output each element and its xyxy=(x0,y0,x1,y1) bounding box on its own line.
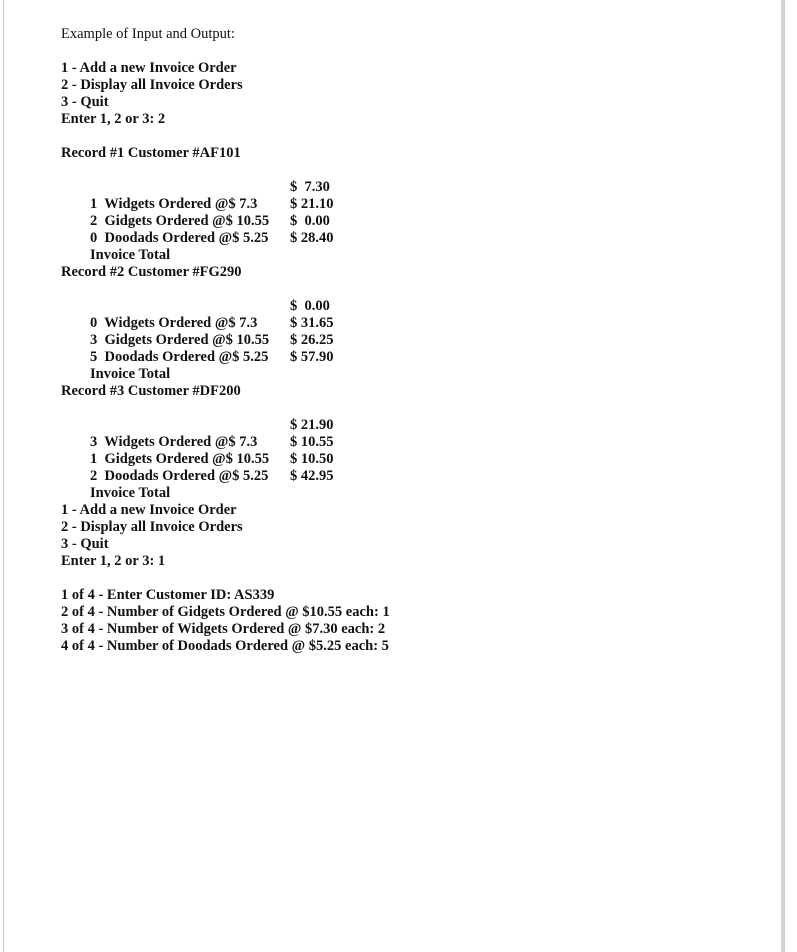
entry-step: 4 of 4 - Number of Doodads Ordered @ $5.25 each: 5 xyxy=(61,638,389,654)
invoice-total-amount: $ 28.40 xyxy=(290,230,334,246)
invoice-total-line xyxy=(61,230,761,263)
entry-step: 2 of 4 - Number of Gidgets Ordered @ $10.55 each: 1 xyxy=(61,604,390,620)
record-line-amount: $ 0.00 xyxy=(290,298,330,314)
entry-step: 1 of 4 - Enter Customer ID: AS339 xyxy=(61,587,275,603)
document-body xyxy=(61,26,761,655)
menu-block-second xyxy=(61,502,761,570)
record-line-label: 1 Gidgets Ordered @$ 10.55 xyxy=(90,451,270,467)
invoice-total-amount: $ 42.95 xyxy=(290,468,334,484)
menu-option-add: 1 - Add a new Invoice Order xyxy=(61,60,237,76)
record-line-label: 0 Widgets Ordered @$ 7.3 xyxy=(90,315,258,331)
record-block xyxy=(61,383,761,501)
record-line-label: 0 Doodads Ordered @$ 5.25 xyxy=(90,230,269,246)
invoice-total-label: Invoice Total xyxy=(90,366,171,382)
invoice-total-label: Invoice Total xyxy=(90,247,171,263)
record-heading: Record #3 Customer #DF200 xyxy=(61,383,241,399)
record-line-label: 3 Gidgets Ordered @$ 10.55 xyxy=(90,332,270,348)
record-heading: Record #2 Customer #FG290 xyxy=(61,264,242,280)
record-line-label: 3 Widgets Ordered @$ 7.3 xyxy=(90,434,258,450)
intro-heading: Example of Input and Output: xyxy=(61,26,235,42)
menu-option-display: 2 - Display all Invoice Orders xyxy=(61,519,243,535)
record-block xyxy=(61,264,761,382)
record-line-amount: $ 21.10 xyxy=(290,196,334,212)
record-line-label: 2 Gidgets Ordered @$ 10.55 xyxy=(90,213,270,229)
page-right-border xyxy=(781,0,785,952)
menu-option-quit: 3 - Quit xyxy=(61,536,109,552)
menu-option-quit: 3 - Quit xyxy=(61,94,109,110)
invoice-total-amount: $ 57.90 xyxy=(290,349,334,365)
record-block xyxy=(61,145,761,263)
menu-prompt: Enter 1, 2 or 3: 1 xyxy=(61,553,166,569)
record-line-label: 1 Widgets Ordered @$ 7.3 xyxy=(90,196,258,212)
record-line-amount: $ 21.90 xyxy=(290,417,334,433)
entry-step: 3 of 4 - Number of Widgets Ordered @ $7.30 each: 2 xyxy=(61,621,386,637)
invoice-total-label: Invoice Total xyxy=(90,485,171,501)
record-line-amount: $ 0.00 xyxy=(290,213,330,229)
record-line-label: 5 Doodads Ordered @$ 5.25 xyxy=(90,349,269,365)
record-line-amount: $ 7.30 xyxy=(290,179,330,195)
invoice-total-line xyxy=(61,468,761,501)
menu-block-first xyxy=(61,60,761,128)
entry-steps-block xyxy=(61,587,761,655)
record-line-amount: $ 10.55 xyxy=(290,434,334,450)
menu-option-display: 2 - Display all Invoice Orders xyxy=(61,77,243,93)
menu-option-add: 1 - Add a new Invoice Order xyxy=(61,502,237,518)
record-line-label: 2 Doodads Ordered @$ 5.25 xyxy=(90,468,269,484)
record-heading: Record #1 Customer #AF101 xyxy=(61,145,241,161)
record-line-amount: $ 10.50 xyxy=(290,451,334,467)
record-line-amount: $ 26.25 xyxy=(290,332,334,348)
record-line-amount: $ 31.65 xyxy=(290,315,334,331)
invoice-total-line xyxy=(61,349,761,382)
menu-prompt: Enter 1, 2 or 3: 2 xyxy=(61,111,166,127)
page-left-border xyxy=(3,0,4,952)
